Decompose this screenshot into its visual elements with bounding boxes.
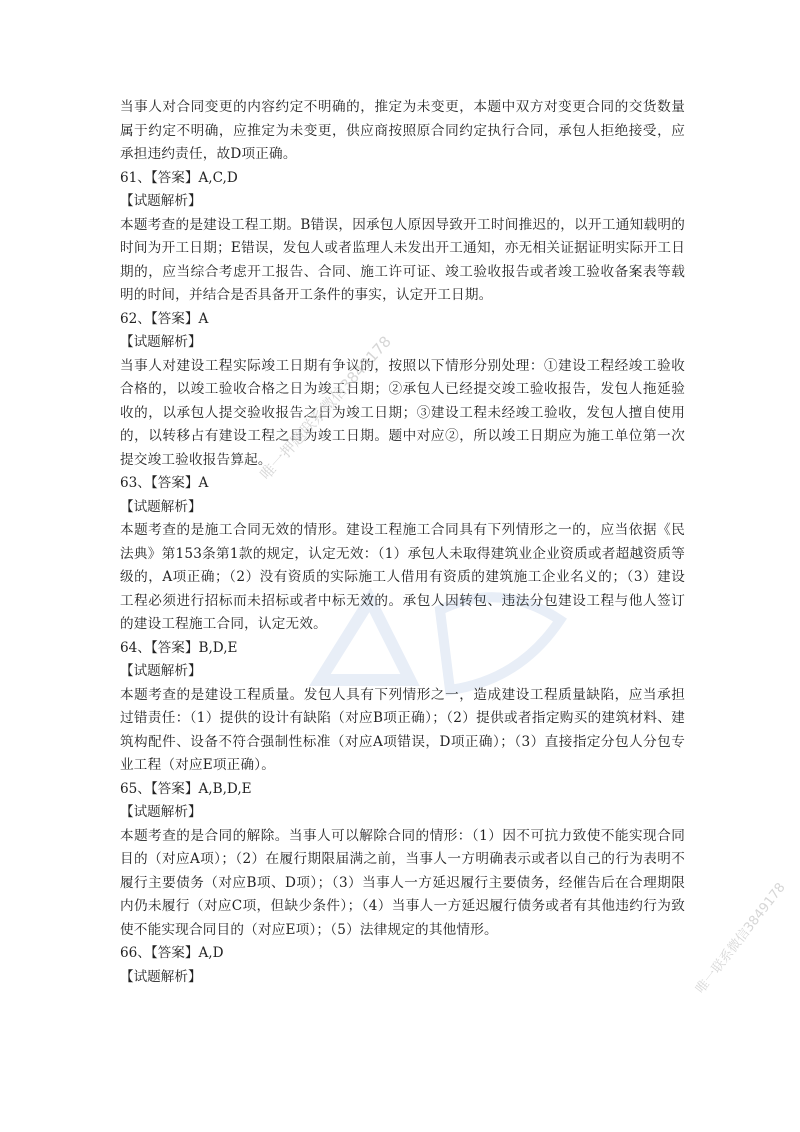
answer-64: 64、【答案】B,D,E — [120, 639, 238, 656]
answer-63: 63、【答案】A — [120, 475, 209, 491]
analysis-heading: 【试题解析】 — [120, 968, 202, 985]
paragraph-intro: 当事人对合同变更的内容约定不明确的，推定为未变更，本题中双方对变更合同的交货数量属于约定不明确，应推定为未变更，供应商按照原合同约定执行合同，承包人拒绝接受，应承担违约责任，故D项正确。 — [120, 99, 685, 162]
watermark-center: 唯一押题联系微信3849178 — [256, 332, 395, 484]
answer-65: 65、【答案】A,B,D,E — [120, 780, 252, 797]
analysis-heading: 【试题解析】 — [120, 498, 202, 515]
answer-61: 61、【答案】A,C,D — [120, 169, 238, 186]
paragraph-63: 本题考查的是施工合同无效的情形。建设工程施工合同具有下列情形之一的，应当依据《民法典》第153条第1款的规定，认定无效：（1）承包人未取得建筑业企业资质或者超越资质等级的，A项正确；（2）没有资质的实际施工人借用有资质的建筑施工企业名义的；（3）建设工程必须进行招标而未招标或者中标无效的。承包人因转包、违法分包建设工程与他人签订的建设工程施工合同，认定无效。 — [120, 522, 685, 632]
paragraph-65: 本题考查的是合同的解除。当事人可以解除合同的情形：（1）因不可抗力致使不能实现合同目的（对应A项）；（2）在履行期限届满之前，当事人一方明确表示或者以自己的行为表明不履行主要债务（对应B项、D项）；（3）当事人一方延迟履行主要债务，经催告后在合理期限内仍未履行（对应C项，但缺少条件）；（4）当事人一方延迟履行债务或者有其他违约行为致使不能实现合同目的（对应E项）；（5）法律规定的其他情形。 — [120, 827, 685, 938]
paragraph-64: 本题考查的是建设工程质量。发包人具有下列情形之一，造成建设工程质量缺陷，应当承担过错责任：（1）提供的设计有缺陷（对应B项正确）；（2）提供或者指定购买的建筑材料、建筑构配件、设备不符合强制性标准（对应A项错误，D项正确）；（3）直接指定分包人分包专业工程（对应E项正确）。 — [120, 686, 685, 773]
answer-66: 66、【答案】A,D — [120, 945, 224, 961]
analysis-heading: 【试题解析】 — [120, 663, 202, 679]
document-body — [120, 96, 685, 989]
answer-62: 62、【答案】A — [120, 310, 209, 327]
analysis-heading: 【试题解析】 — [120, 193, 202, 209]
paragraph-62: 当事人对建设工程实际竣工日期有争议的，按照以下情形分别处理：①建设工程经竣工验收合格的，以竣工验收合格之日为竣工日期；②承包人已经提交竣工验收报告，发包人拖延验收的，以承包人提交验收报告之日为竣工日期；③建设工程未经竣工验收，发包人擅自使用的，以转移占有建设工程之日为竣工日期。题中对应②，所以竣工日期应为施工单位第一次提交竣工验收报告算起。 — [120, 357, 685, 468]
paragraph-61: 本题考查的是建设工程工期。B错误，因承包人原因导致开工时间推迟的，以开工通知载明的时间为开工日期；E错误，发包人或者监理人未发出开工通知，亦无相关证据证明实际开工日期的，应当综合考虑开工报告、合同、施工许可证、竣工验收报告或者竣工验收备案表等载明的时间，并结合是否具备开工条件的事实，认定开工日期。 — [120, 216, 685, 303]
analysis-heading: 【试题解析】 — [120, 804, 202, 820]
watermark-right: 唯一联系微信3849178 — [693, 880, 789, 997]
analysis-heading: 【试题解析】 — [120, 334, 202, 350]
